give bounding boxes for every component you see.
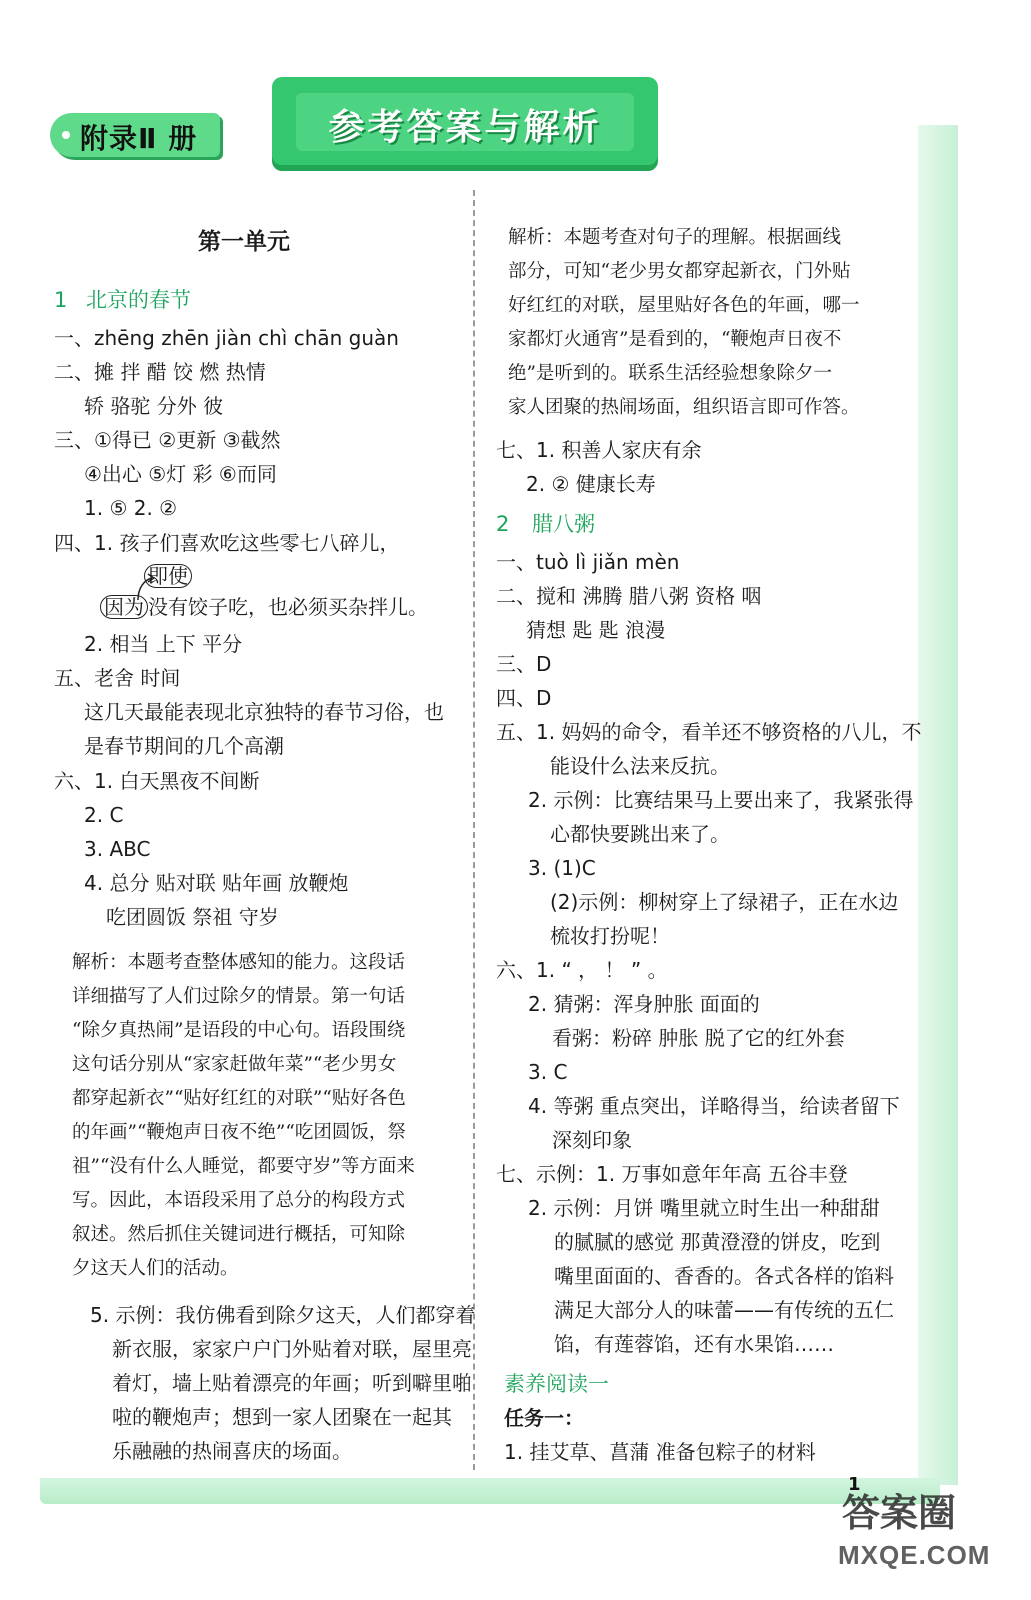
analysis-line: 夕这天人们的活动。 xyxy=(72,1258,239,1279)
answer-line: 七、示例：1. 万事如意年年高 五谷丰登 xyxy=(496,1162,848,1186)
page-title: 参考答案与解析 xyxy=(328,107,602,148)
answer-line xyxy=(100,593,428,621)
analysis-line: 叙述。然后抓住关键词进行概括，可知除 xyxy=(72,1224,406,1245)
answer-line: 五、老舍 时间 xyxy=(54,666,181,690)
answer-line: 3. ABC xyxy=(84,837,151,861)
analysis-line: 部分，可知“老少男女都穿起新衣，门外贴 xyxy=(508,261,851,282)
answer-line: 六、1. 白天黑夜不间断 xyxy=(54,769,260,793)
analysis-line: 好红红的对联，屋里贴好各色的年画，哪一 xyxy=(508,295,860,316)
tag-dot-icon xyxy=(62,131,70,139)
answer-line: 二、摊 拌 醋 饺 燃 热情 xyxy=(54,360,266,384)
answer-line: 是春节期间的几个高潮 xyxy=(84,734,284,758)
answer-line: 嘴里面面的、香香的。各式各样的馅料 xyxy=(554,1264,894,1288)
answer-line: 四、1. 孩子们喜欢吃这些零七八碎儿， xyxy=(54,531,400,555)
answer-line: 三、①得已 ②更新 ③截然 xyxy=(54,428,281,452)
answer-line: 2. ② 健康长寿 xyxy=(526,472,656,496)
watermark-text: 答案圈 xyxy=(842,1491,957,1535)
answer-line: 新衣服，家家户户门外贴着对联，屋里亮 xyxy=(112,1337,472,1361)
analysis-line: 祖”“没有什么人睡觉，都要守岁”等方面来 xyxy=(72,1156,415,1177)
watermark-logo xyxy=(832,1474,1007,1584)
answer-line: 啦的鞭炮声；想到一家人团聚在一起其 xyxy=(112,1405,452,1429)
answer-line: 1. ⑤ 2. ② xyxy=(84,496,178,520)
watermark-site: MXQE.COM xyxy=(838,1540,991,1570)
answer-line: 二、搅和 沸腾 腊八粥 资格 咽 xyxy=(496,584,762,608)
analysis-line: 家人团聚的热闹场面，组织语言即可作答。 xyxy=(508,397,860,418)
answer-line: (2)示例：柳树穿上了绿裙子，正在水边 xyxy=(550,890,899,914)
right-edge-strip xyxy=(918,125,958,1485)
answer-line: 3. (1)C xyxy=(528,856,596,880)
column-divider xyxy=(473,190,475,1470)
lesson-1-number: 1 xyxy=(54,288,68,312)
answer-line: 着灯，墙上贴着漂亮的年画；听到噼里啪 xyxy=(112,1371,472,1395)
answer-line: 5. 示例：我仿佛看到除夕这天，人们都穿着 xyxy=(90,1303,476,1327)
answer-line: 2. C xyxy=(84,803,124,827)
reading-section-title: 素养阅读一 xyxy=(504,1372,609,1396)
analysis-line: 绝”是听到的。联系生活经验想象除夕一 xyxy=(508,363,832,384)
lesson-2-number: 2 xyxy=(496,512,510,536)
answer-line: 七、1. 积善人家庆有余 xyxy=(496,438,702,462)
answer-line: 馅，有莲蓉馅，还有水果馅…… xyxy=(554,1332,834,1356)
answer-line: 一、zhēng zhēn jiàn chì chān guàn xyxy=(54,326,399,350)
answer-line: 2. 示例：月饼 嘴里就立时生出一种甜甜 xyxy=(528,1196,880,1220)
answer-line: 满足大部分人的味蕾——有传统的五仁 xyxy=(554,1298,894,1322)
analysis-line: 详细描写了人们过除夕的情景。第一句话 xyxy=(72,986,406,1007)
answer-line: 梳妆打扮呢！ xyxy=(550,924,670,948)
analysis-line: 这句话分别从“家家赶做年菜”“老少男女 xyxy=(72,1054,397,1075)
answer-line: 三、D xyxy=(496,652,552,676)
unit-heading: 第一单元 xyxy=(198,229,290,255)
answer-line: 4. 等粥 重点突出，详略得当，给读者留下 xyxy=(528,1094,900,1118)
answer-line: 乐融融的热闹喜庆的场面。 xyxy=(112,1439,352,1463)
answer-line: 4. 总分 贴对联 贴年画 放鞭炮 xyxy=(84,871,349,895)
answer-line: 能设什么法来反抗。 xyxy=(550,754,730,778)
analysis-line: 解析：本题考查对句子的理解。根据画线 xyxy=(508,227,842,248)
bottom-edge-strip xyxy=(40,1478,940,1504)
answer-line: 深刻印象 xyxy=(552,1128,632,1152)
page-number: 1 xyxy=(848,1474,861,1495)
answer-line: 一、tuò lì jiǎn mèn xyxy=(496,550,680,574)
answer-line-tail: 没有饺子吃，也必须买杂拌儿。 xyxy=(148,595,428,619)
appendix-tag-label: 附录Ⅱ 册 xyxy=(80,122,198,155)
answer-line: 2. 示例：比赛结果马上要出来了，我紧张得 xyxy=(528,788,914,812)
answer-line: ④出心 ⑤灯 彩 ⑥而同 xyxy=(84,462,277,486)
answer-line: 吃团圆饭 祭祖 守岁 xyxy=(106,905,279,929)
answer-line: 这几天最能表现北京独特的春节习俗，也 xyxy=(84,700,444,724)
lesson-1-title: 北京的春节 xyxy=(86,288,191,312)
answer-line: 五、1. 妈妈的命令，看羊还不够资格的八儿，不 xyxy=(496,720,922,744)
title-banner xyxy=(272,77,658,165)
answer-line: 2. 相当 上下 平分 xyxy=(84,632,243,656)
lesson-2-title: 腊八粥 xyxy=(532,512,595,536)
ring-jishi: 即使 xyxy=(144,564,192,588)
analysis-line: 写。因此，本语段采用了总分的构段方式 xyxy=(72,1190,406,1211)
answer-line: 2. 猜粥：浑身肿胀 面面的 xyxy=(528,992,760,1016)
answer-line: 四、D xyxy=(496,686,552,710)
appendix-tag xyxy=(50,113,220,157)
analysis-line: 都穿起新衣”“贴好红红的对联”“贴好各色 xyxy=(72,1088,406,1109)
answer-line: 轿 骆驼 分外 彼 xyxy=(84,394,224,418)
analysis-line: 解析：本题考查整体感知的能力。这段话 xyxy=(72,952,406,973)
answer-line: 看粥：粉碎 肿胀 脱了它的红外套 xyxy=(552,1026,845,1050)
analysis-line: 家都灯火通宵”是看到的，“鞭炮声日夜不 xyxy=(508,329,842,350)
analysis-line: 的年画”“鞭炮声日夜不绝”“吃团圆饭，祭 xyxy=(72,1122,406,1143)
task-label: 任务一： xyxy=(504,1406,584,1430)
answer-line: 的腻腻的感觉 那黄澄澄的饼皮，吃到 xyxy=(554,1230,881,1254)
ring-word-jishi xyxy=(144,562,192,590)
answer-line: 3. C xyxy=(528,1060,568,1084)
answer-line: 猜想 匙 匙 浪漫 xyxy=(526,618,666,642)
answer-line: 六、1. “ ， ！ ” 。 xyxy=(496,958,668,982)
answer-line: 心都快要跳出来了。 xyxy=(550,822,730,846)
answer-line: 1. 挂艾草、菖蒲 准备包粽子的材料 xyxy=(504,1440,816,1464)
analysis-line: “除夕真热闹”是语段的中心句。语段围绕 xyxy=(72,1020,406,1041)
ring-yinwei: 因为 xyxy=(100,595,148,619)
